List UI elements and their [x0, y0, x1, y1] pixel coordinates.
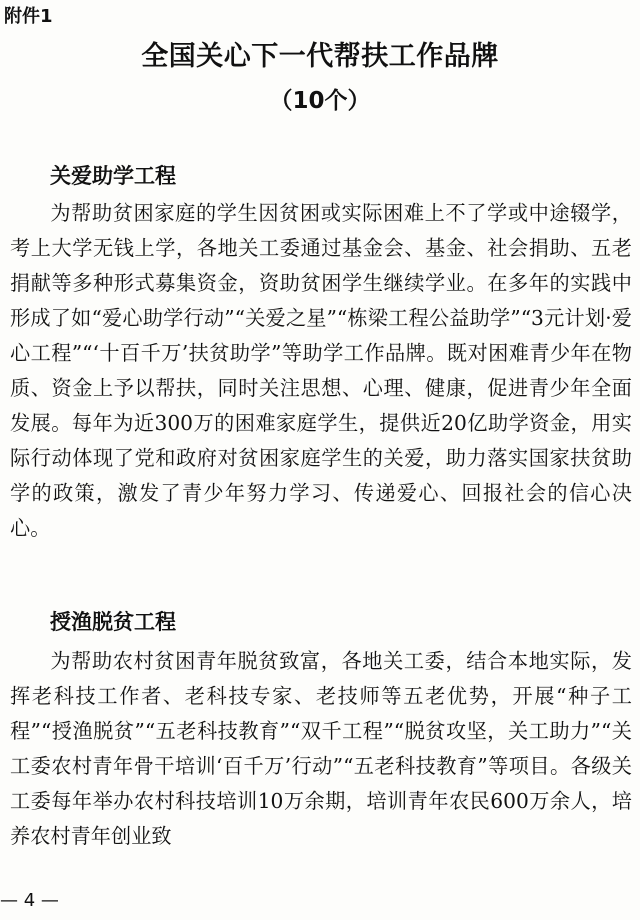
section-paragraph-1: 为帮助贫困家庭的学生因贫困或实际困难上不了学或中途辍学，考上大学无钱上学，各地关工委通过基金会、基金、社会捐助、五老捐献等多种形式募集资金，资助贫困学生继续学业。在多年的实践中形成了如“爱心助学行动”“关爱之星”“栋梁工程公益助学”“3元计划·爱心工程”“‘十百千万’扶贫助学”等助学工作品牌。既对困难青少年在物质、资金上予以帮扶，同时关注思想、心理、健康，促进青少年全面发展。每年为近300万的困难家庭学生，提供近20亿助学资金，用实际行动体现了党和政府对贫困家庭学生的关爱，助力落实国家扶贫助学的政策，激发了青少年努力学习、传递爱心、回报社会的信心决心。 [10, 201, 632, 540]
page-number: — 4 — [0, 890, 59, 911]
section-heading-1: 关爱助学工程 [50, 164, 176, 188]
document-title: 全国关心下一代帮扶工作品牌 [141, 41, 499, 72]
section-heading-2: 授渔脱贫工程 [50, 610, 176, 634]
section-paragraph-2: 为帮助农村贫困青年脱贫致富，各地关工委，结合本地实际，发挥老科技工作者、老科技专家、老技师等五老优势，开展“种子工程”“授渔脱贫”“五老科技教育”“双千工程”“脱贫攻坚，关工助力”“关工委农村青年骨干培训‘百千万’行动”“五老科技教育”等项目。各级关工委每年举办农村科技培训10万余期，培训青年农民600万余人，培养农村青年创业致 [10, 649, 632, 848]
attachment-label: 附件1 [4, 6, 53, 27]
document-subtitle: （10个） [269, 88, 371, 114]
